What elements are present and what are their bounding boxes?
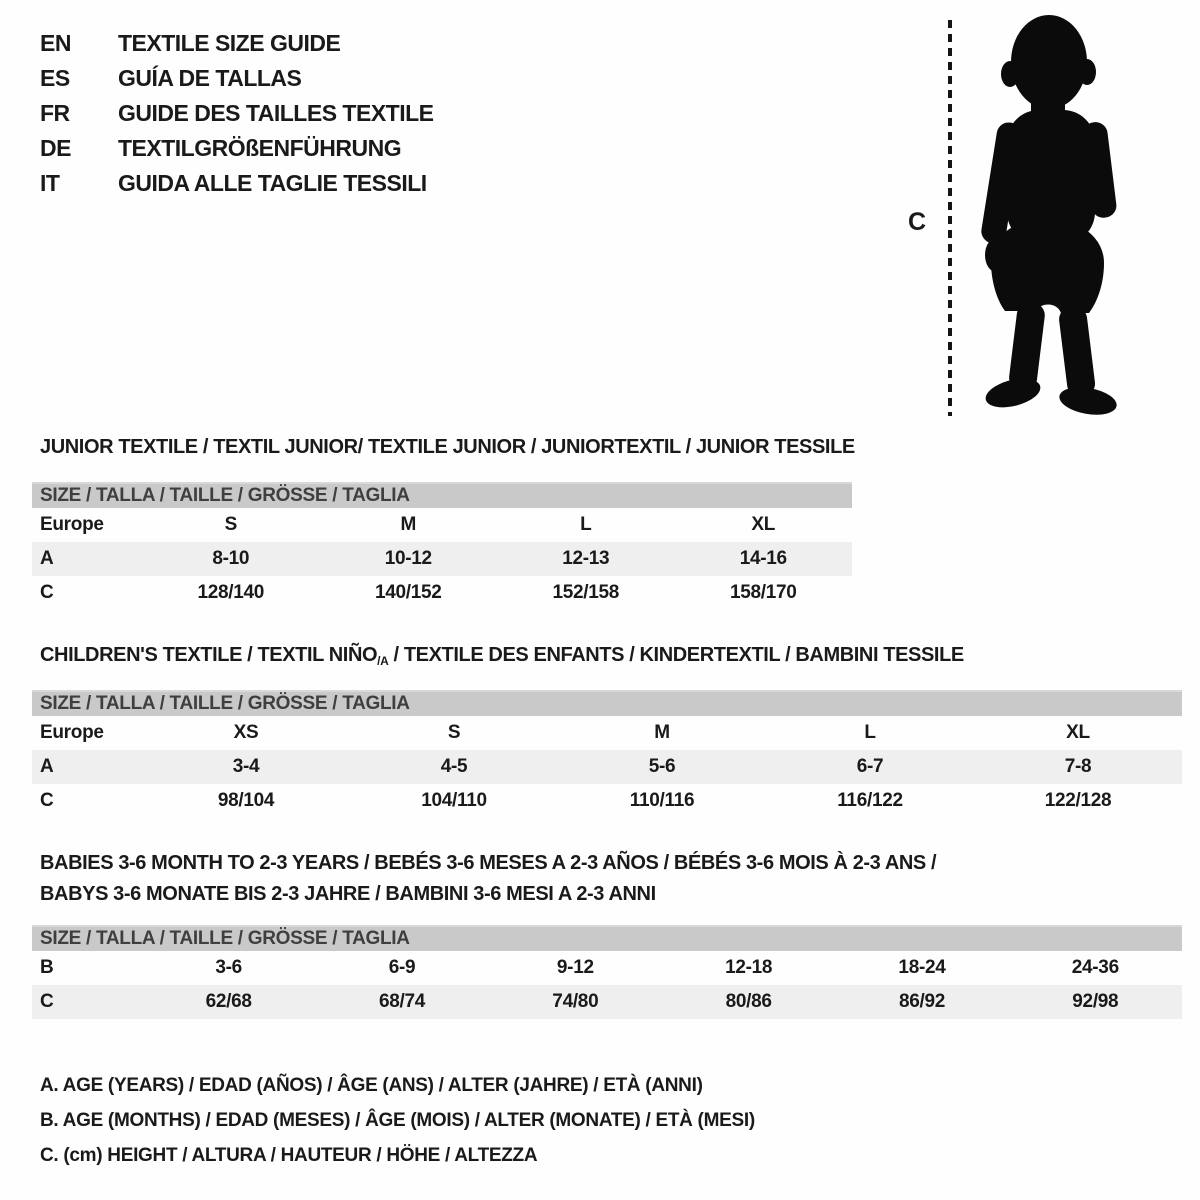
row-label: Europe <box>40 514 104 535</box>
age-value: 14-16 <box>739 548 787 569</box>
table-row-height <box>32 985 1182 1019</box>
language-code: IT <box>40 170 60 196</box>
childrens-title-rest: / TEXTILE DES ENFANTS / KINDERTEXTIL / BAMBINI TESSILE <box>388 644 964 666</box>
legend-height-cm: C. (cm) HEIGHT / ALTURA / HAUTEUR / HÖHE / ALTEZZA <box>40 1145 538 1166</box>
guide-title: GUIDE DES TAILLES TEXTILE <box>118 100 434 126</box>
height-measure-label: C <box>908 208 927 236</box>
guide-title: TEXTILGRÖßENFÜHRUNG <box>118 135 402 161</box>
height-value: 122/128 <box>1044 790 1112 811</box>
row-label: C <box>40 991 54 1012</box>
age-value: 12-13 <box>562 548 610 569</box>
size-header-bar <box>32 690 1182 716</box>
size-header-label: SIZE / TALLA / TAILLE / GRÖSSE / TAGLIA <box>40 693 410 714</box>
height-value: 80/86 <box>725 991 772 1012</box>
size-value: S <box>224 514 237 535</box>
table-row-europe <box>32 508 852 542</box>
measurement-legend <box>40 1068 755 1173</box>
size-value: L <box>580 514 592 535</box>
height-value: 116/122 <box>837 790 903 811</box>
section-childrens-textile <box>32 644 1182 818</box>
size-value: S <box>447 722 461 743</box>
height-value: 92/98 <box>1072 991 1119 1012</box>
height-value: 158/170 <box>729 582 797 603</box>
language-code: ES <box>40 65 70 91</box>
row-label: A <box>40 756 54 777</box>
legend-age-years: A. AGE (YEARS) / EDAD (AÑOS) / ÂGE (ANS) / ALTER (JAHRE) / ETÀ (ANNI) <box>40 1075 703 1096</box>
size-value: L <box>864 722 876 743</box>
months-value: 3-6 <box>215 957 242 978</box>
row-label: B <box>40 957 54 978</box>
size-header-bar <box>32 482 852 508</box>
row-label: Europe <box>40 722 104 743</box>
row-values <box>142 514 852 536</box>
table-row-months <box>32 951 1182 985</box>
childrens-title-main: CHILDREN'S TEXTILE / TEXTIL NIÑO <box>40 644 378 666</box>
height-value: 140/152 <box>374 582 442 603</box>
language-code: EN <box>40 30 71 56</box>
language-row-es <box>40 61 434 96</box>
legend-age-months: B. AGE (MONTHS) / EDAD (MESES) / ÂGE (MOIS) / ALTER (MONATE) / ETÀ (MESI) <box>40 1110 755 1131</box>
size-value: XL <box>751 514 776 535</box>
size-header-bar <box>32 925 1182 951</box>
language-code: FR <box>40 100 70 126</box>
size-header-label: SIZE / TALLA / TAILLE / GRÖSSE / TAGLIA <box>40 928 410 949</box>
row-values <box>142 548 852 570</box>
guide-title: GUÍA DE TALLAS <box>118 65 302 91</box>
months-value: 18-24 <box>898 957 946 978</box>
row-label: A <box>40 548 54 569</box>
size-value: XS <box>233 722 259 743</box>
childrens-title-subscript: /A <box>377 654 389 668</box>
height-value: 152/158 <box>552 582 620 603</box>
table-row-age <box>32 750 1182 784</box>
months-value: 6-9 <box>388 957 416 978</box>
age-value: 10-12 <box>384 548 432 569</box>
months-value: 9-12 <box>556 957 594 978</box>
language-title-list <box>40 26 434 201</box>
section-junior-textile <box>32 436 855 610</box>
height-value: 86/92 <box>898 991 945 1012</box>
row-label: C <box>40 582 54 603</box>
height-value: 98/104 <box>217 790 275 811</box>
height-value: 62/68 <box>205 991 252 1012</box>
table-row-age <box>32 542 852 576</box>
age-value: 3-4 <box>232 756 260 777</box>
size-header-label: SIZE / TALLA / TAILLE / GRÖSSE / TAGLIA <box>40 485 410 506</box>
row-values <box>142 790 1182 812</box>
babies-title-line1: BABIES 3-6 MONTH TO 2-3 YEARS / BEBÉS 3-6 MESES A 2-3 AÑOS / BÉBÉS 3-6 MOIS À 2-3 ANS / <box>40 852 937 874</box>
table-row-height <box>32 784 1182 818</box>
age-value: 4-5 <box>440 756 468 777</box>
age-value: 5-6 <box>648 756 676 777</box>
language-row-en <box>40 26 434 61</box>
language-row-it <box>40 166 434 201</box>
height-value: 68/74 <box>378 991 426 1012</box>
height-value: 74/80 <box>552 991 599 1012</box>
height-value: 128/140 <box>197 582 265 603</box>
guide-title: TEXTILE SIZE GUIDE <box>118 30 341 56</box>
babies-section-title <box>40 848 1182 910</box>
age-value: 6-7 <box>856 756 884 777</box>
table-row-height <box>32 576 852 610</box>
age-value: 8-10 <box>212 548 250 569</box>
guide-title: GUIDA ALLE TAGLIE TESSILI <box>118 170 427 196</box>
size-value: XL <box>1066 722 1090 743</box>
toddler-silhouette <box>963 10 1141 418</box>
height-value: 110/116 <box>629 790 695 811</box>
section-babies-textile <box>32 848 1182 1019</box>
language-row-de <box>40 131 434 166</box>
size-value: M <box>654 722 670 743</box>
height-value: 104/110 <box>421 790 487 811</box>
babies-title-line2: BABYS 3-6 MONATE BIS 2-3 JAHRE / BAMBINI 3-6 MESI A 2-3 ANNI <box>40 883 656 905</box>
language-code: DE <box>40 135 71 161</box>
height-dashed-line <box>948 20 952 416</box>
junior-section-title: JUNIOR TEXTILE / TEXTIL JUNIOR/ TEXTILE JUNIOR / JUNIORTEXTIL / JUNIOR TESSILE <box>40 436 855 458</box>
row-values <box>142 722 1182 744</box>
months-value: 24-36 <box>1071 957 1119 978</box>
months-value: 12-18 <box>725 957 773 978</box>
table-row-europe <box>32 716 1182 750</box>
row-label: C <box>40 790 54 811</box>
childrens-section-title <box>40 644 1182 667</box>
size-value: M <box>400 514 417 535</box>
row-values <box>142 582 852 604</box>
age-value: 7-8 <box>1064 756 1092 777</box>
row-values <box>142 991 1182 1013</box>
row-values <box>142 756 1182 778</box>
row-values <box>142 957 1182 979</box>
language-row-fr <box>40 96 434 131</box>
